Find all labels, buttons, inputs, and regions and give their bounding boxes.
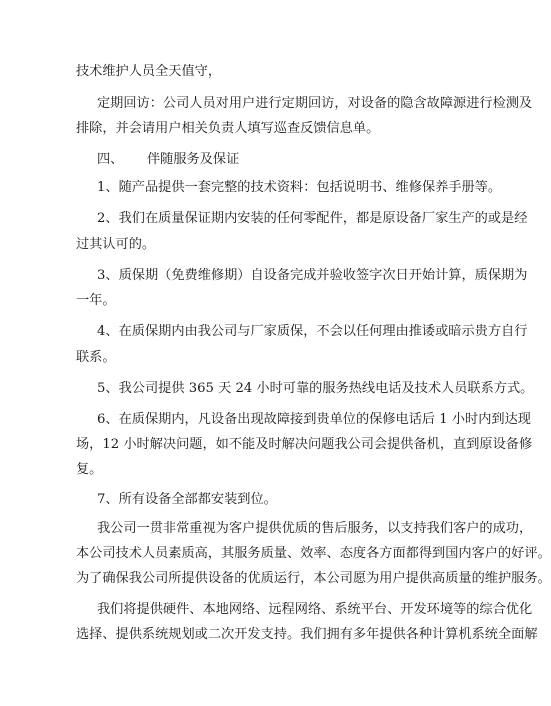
paragraph-line: 技术维护人员全天值守， [76,64,222,79]
paragraph-line: 为了确保我公司所提供设备的优质运行，本公司愿为用户提供高质量的维护服务。 [76,571,551,586]
section-heading [97,152,239,168]
section-title: 伴随服务及保证 [147,152,240,167]
paragraph-line: 定期回访：公司人员对用户进行定期回访，对设备的隐含故障源进行检测及 [97,96,533,111]
paragraph-line: 场，12 小时解决问题，如不能及时解决问题我公司会提供备机，直到原设备修 [76,437,533,452]
paragraph-line: 我公司一贯非常重视为客户提供优质的售后服务，以支持我们客户的成功， [97,521,533,536]
section-number: 四、 [97,152,124,167]
paragraph-line: 2、我们在质量保证期内安装的任何零配件，都是原设备厂家生产的或是经 [97,211,528,226]
paragraph-line: 排除，并会请用户相关负责人填写巡查反馈信息单。 [76,121,380,136]
paragraph-line: 联系。 [76,350,116,365]
paragraph-line: 7、所有设备全部都安装到位。 [97,492,277,507]
paragraph-line: 一年。 [76,293,116,308]
paragraph-line: 本公司技术人员素质高，其服务质量、效率、态度各方面都得到国内客户的好评。 [76,546,551,561]
paragraph-line: 复。 [76,462,103,477]
paragraph-line: 6、在质保期内，凡设备出现故障接到贵单位的保修电话后 1 小时内到达现 [97,412,531,427]
paragraph-line: 1、随产品提供一套完整的技术资料：包括说明书、维修保养手册等。 [97,180,502,195]
paragraph-line: 我们将提供硬件、本地网络、远程网络、系统平台、开发环境等的综合优化 [97,602,533,617]
paragraph-line: 4、在质保期内由我公司与厂家质保，不会以任何理由推诿或暗示贵方自行 [97,324,528,339]
paragraph-line: 过其认可的。 [76,237,156,252]
paragraph-line: 5、我公司提供 365 天 24 小时可靠的服务热线电话及技术人员联系方式。 [97,381,534,396]
paragraph-line: 3、质保期（免费维修期）自设备完成并验收签字次日开始计算，质保期为 [97,268,528,283]
paragraph-line: 选择、提供系统规划或二次开发支持。我们拥有多年提供各种计算机系统全面解 [76,627,538,642]
